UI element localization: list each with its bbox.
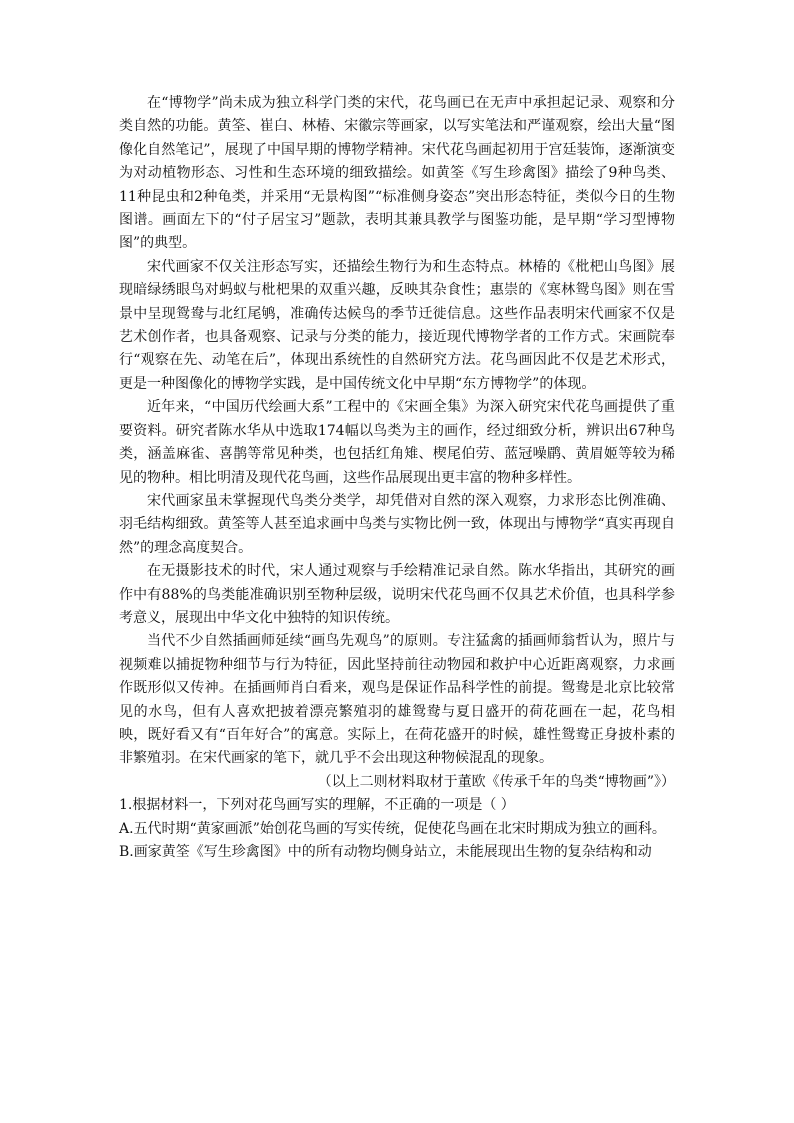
- option-b: B.画家黄筌《写生珍禽图》中的所有动物均侧身站立，未能展现出生物的复杂结构和动: [119, 844, 652, 860]
- paragraph-4: 宋代画家虽未掌握现代鸟类分类学，却凭借对自然的深入观察，力求形态比例准确、羽毛结构细致。黄筌等人甚至追求画中鸟类与实物比例一致，体现出与博物学“真实再现自然”的理念高度契合。: [119, 492, 675, 556]
- paragraph-1: 在“博物学”尚未成为独立科学门类的宋代，花鸟画已在无声中承担起记录、观察和分类自然的功能。黄筌、崔白、林椿、宋徽宗等画家，以写实笔法和严谨观察，绘出大量“图像化自然笔记”，展现了中国早期的博物学精神。宋代花鸟画起初用于宫廷装饰，逐渐演变为对动植物形态、习性和生态环境的细致描绘。如黄筌《写生珍禽图》描绘了9种鸟类、11种昆虫和2种龟类，并采用“无景构图”“标准侧身姿态”突出形态特征，类似今日的生物图谱。画面左下的“付子居宝习”题款，表明其兼具教学与图鉴功能，是早期“学习型博物图”的典型。: [119, 95, 675, 252]
- paragraph-2: 宋代画家不仅关注形态写实，还描绘生物行为和生态特点。林椿的《枇杷山鸟图》展现暗绿绣眼鸟对蚂蚁与枇杷果的双重兴趣，反映其杂食性；惠崇的《寒林鸳鸟图》则在雪景中呈现鸳鸯与北红尾鸲，准确传达候鸟的季节迁徙信息。这些作品表明宋代画家不仅是艺术创作者，也具备观察、记录与分类的能力，接近现代博物学者的工作方式。宋画院奉行“观察在先、动笔在后”，体现出系统性的自然研究方法。花鸟画因此不仅是艺术形式，更是一种图像化的博物学实践，是中国传统文化中早期“东方博物学”的体现。: [119, 258, 675, 392]
- source-citation: （以上二则材料取材于董欧《传承千年的鸟类“博物画”》）: [317, 773, 675, 790]
- document-page: [119, 92, 675, 864]
- paragraph-3: 近年来，“中国历代绘画大系”工程中的《宋画全集》为深入研究宋代花鸟画提供了重要资料。研究者陈水华从中选取174幅以鸟类为主的画作，经过细致分析，辨识出67种鸟类，涵盖麻雀、喜鹊等常见种类，也包括红角雉、楔尾伯劳、蓝冠噪鹛、黄眉姬等较为稀见的物种。相比明清及现代花鸟画，这些作品展现出更丰富的物种多样性。: [119, 399, 675, 486]
- paragraph-5: 在无摄影技术的时代，宋人通过观察与手绘精准记录自然。陈水华指出，其研究的画作中有88%的鸟类能准确识别至物种层级，说明宋代花鸟画不仅具艺术价值，也具科学参考意义，展现出中华文化中独特的知识传统。: [119, 563, 675, 626]
- paragraph-6: 当代不少自然插画师延续“画鸟先观鸟”的原则。专注猛禽的插画师翁哲认为，照片与视频难以捕捉物种细节与行为特征，因此坚持前往动物园和救护中心近距离观察，力求画作既形似又传神。在插画师肖白看来，观鸟是保证作品科学性的前提。鸳鸯是北京比较常见的水鸟，但有人喜欢把披着漂亮繁殖羽的雄鸳鸯与夏日盛开的荷花画在一起，花鸟相映，既好看又有“百年好合”的寓意。实际上，在荷花盛开的时候，雄性鸳鸯正身披朴素的非繁殖羽。在宋代画家的笔下，就几乎不会出现这种物候混乱的现象。: [119, 633, 675, 767]
- option-a: A.五代时期“黄家画派”始创花鸟画的写实传统，促使花鸟画在北宋时期成为独立的画科。: [119, 820, 666, 837]
- question-stem: 1.根据材料一，下列对花鸟画写实的理解，不正确的一项是（ ）: [119, 797, 515, 814]
